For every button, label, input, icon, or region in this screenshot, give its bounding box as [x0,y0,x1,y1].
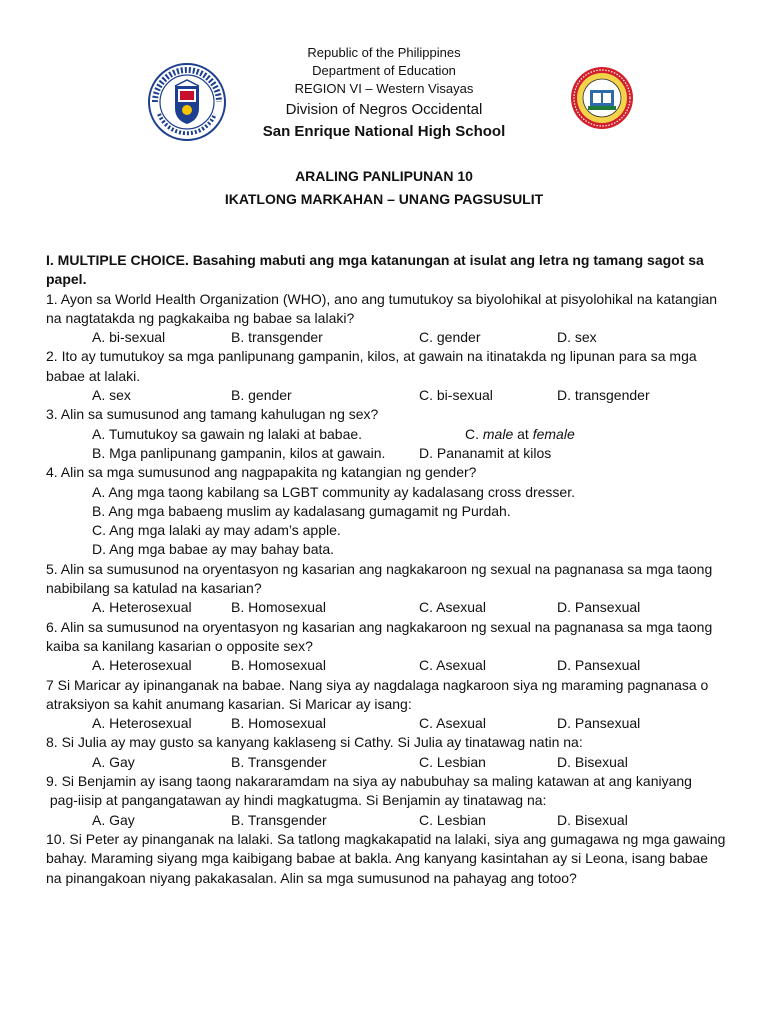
choices-3-row1 [46,425,726,444]
choices-6 [46,656,726,675]
choice-7-d: D. Pansexual [557,715,641,732]
choice-5-b: B. Homosexual [231,599,326,616]
question-5: 5. Alin sa sumusunod na oryentasyon ng kasarian ang nagkakaroon ng sexual na pagnanasa sa mga taong [46,560,713,577]
choice-6-b: B. Homosexual [231,657,326,674]
header-republic: Republic of the Philippines [307,45,461,60]
header-region: REGION VI – Western Visayas [294,81,474,96]
choice-2-b: B. gender [231,387,292,404]
deped-seal-logo [147,62,227,142]
choice-4-b: B. Ang mga babaeng muslim ay kadalasang gumagamit ng Purdah. [92,502,511,519]
question-9-cont: pag-iisip at pangangatawan ay hindi magkatugma. Si Benjamin ay tinatawag na: [46,792,547,809]
question-10: 10. Si Peter ay pinanganak na lalaki. Sa tatlong magkakapatid na lalaki, siya ang gumagawa ng mga gawaing bahay. Maraming siyang mga kaibigang babae at bakla. Ang kanyang kasintahan ay si Leona, isang babae na pinangakoan niyang pakakasalan. Alin sa mga sumusunod na pahayag ang totoo? [46,830,726,886]
question-7: 7 Si Maricar ay ipinanganak na babae. Nang siya ay nagdalaga nagkaroon siya ng maraming pagnanasa o atraksiyon sa kahit anumang kasarian. Si Maricar ay isang: [46,676,709,712]
choice-3-c-female: female [532,425,575,442]
choice-8-a: A. Gay [92,753,135,770]
choice-1-a: A. bi-sexual [92,329,166,346]
choice-6-d: D. Pansexual [557,657,641,674]
choice-1-b: B. transgender [231,329,323,346]
choice-8-d: D. Bisexual [557,753,628,770]
choice-4-a: A. Ang mga taong kabilang sa LGBT community ay kadalasang cross dresser. [92,483,575,500]
school-seal-logo [570,66,634,130]
choice-2-d: D. transgender [557,387,650,404]
question-1: 1. Ayon sa World Health Organization (WHO), ano ang tumutukoy sa biyolohikal at pisyolohikal na katangian na nagtatakda ng pagkakaiba ng babae sa lalaki? [46,290,718,326]
choice-9-c: C. Lesbian [419,811,486,828]
choice-3-c-at: at [513,425,533,442]
choice-3-c [465,425,575,444]
choices-2 [46,386,726,405]
choice-8-b: B. Transgender [231,753,327,770]
choice-6-c: C. Asexual [419,657,486,674]
choice-2-a: A. sex [92,387,131,404]
choices-5 [46,598,726,617]
question-5-cont: nabibilang sa katulad na kasarian? [46,580,262,597]
choice-9-d: D. Bisexual [557,811,628,828]
choice-9-a: A. Gay [92,811,135,828]
question-9: 9. Si Benjamin ay isang taong nakararamdam na siya ay nabubuhay sa maling katawan at ang kaniyang [46,773,692,790]
question-8: 8. Si Julia ay may gusto sa kanyang kaklaseng si Cathy. Si Julia ay tinatawag natin na: [46,734,583,751]
choice-3-d: D. Pananamit at kilos [419,444,552,461]
choice-4-d: D. Ang mga babae ay may bahay bata. [92,541,335,558]
choices-3-row2 [46,444,726,463]
choice-7-c: C. Asexual [419,715,486,732]
choice-4-c: C. Ang mga lalaki ay may adam’s apple. [92,522,341,539]
choices-8 [46,753,726,772]
choice-6-a: A. Heterosexual [92,657,192,674]
question-3: 3. Alin sa sumusunod ang tamang kahulugan ng sex? [46,406,379,423]
header-division: Division of Negros Occidental [285,101,483,118]
choice-5-a: A. Heterosexual [92,599,192,616]
document-header [0,44,768,143]
choice-5-d: D. Pansexual [557,599,641,616]
choice-8-c: C. Lesbian [419,753,486,770]
choices-9 [46,811,726,830]
choice-1-d: D. sex [557,329,597,346]
exam-subject-title: ARALING PANLIPUNAN 10 [295,168,473,184]
choice-3-a: A. Tumutukoy sa gawain ng lalaki at babae. [92,425,363,442]
instructions: I. MULTIPLE CHOICE. Basahing mabuti ang mga katanungan at isulat ang letra ng tamang sagot sa papel. [46,252,704,288]
choices-1 [46,328,726,347]
choice-3-c-male: male [482,425,514,442]
choice-7-b: B. Homosexual [231,715,326,732]
header-school: San Enrique National High School [262,123,506,140]
header-department: Department of Education [312,63,456,78]
exam-content [46,251,726,888]
choice-2-c: C. bi-sexual [419,387,493,404]
choice-3-c-prefix: C. [465,425,483,442]
question-2: 2. Ito ay tumutukoy sa mga panlipunang gampanin, kilos, at gawain na itinatakda ng lipunan para sa mga babae at lalaki. [46,348,697,384]
choices-7 [46,714,726,733]
choice-5-c: C. Asexual [419,599,486,616]
choice-3-b: B. Mga panlipunang gampanin, kilos at gawain. [92,444,386,461]
choice-1-c: C. gender [419,329,481,346]
choice-7-a: A. Heterosexual [92,715,192,732]
question-6: 6. Alin sa sumusunod na oryentasyon ng kasarian ang nagkakaroon ng sexual na pagnanasa sa mga taong kaiba sa kanilang kasarian o opposite sex? [46,618,713,654]
question-4: 4. Alin sa mga sumusunod ang nagpapakita ng katangian ng gender? [46,464,477,481]
exam-quarter-title: IKATLONG MARKAHAN – UNANG PAGSUSULIT [224,191,544,207]
choice-9-b: B. Transgender [231,811,327,828]
